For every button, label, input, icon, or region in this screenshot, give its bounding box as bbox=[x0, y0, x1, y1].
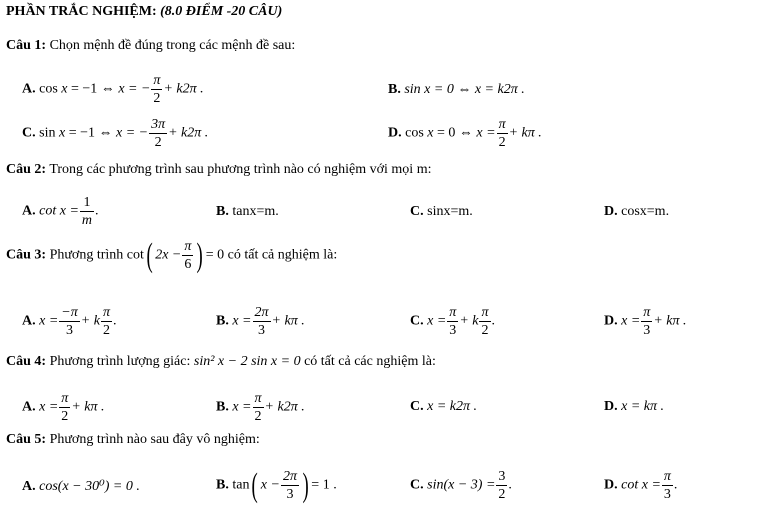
option-tail: + kπ . bbox=[71, 399, 105, 415]
option-key: C. bbox=[410, 313, 424, 329]
fraction bbox=[662, 468, 673, 503]
fraction-num: 1 bbox=[80, 194, 94, 212]
question-label: Câu 3: bbox=[6, 247, 47, 263]
option-tail: . bbox=[112, 313, 117, 329]
fraction-num: π bbox=[184, 239, 192, 254]
fraction bbox=[496, 468, 507, 503]
option-fn: tan bbox=[232, 477, 250, 493]
option-key: B. bbox=[216, 399, 229, 415]
q2-option-c[interactable] bbox=[410, 204, 473, 220]
option-key: B. bbox=[216, 313, 229, 329]
q3-option-b[interactable] bbox=[216, 304, 305, 339]
fraction-num: π bbox=[254, 391, 262, 406]
fraction-num: π bbox=[498, 117, 506, 132]
option-pre: cot x = bbox=[621, 477, 661, 493]
fraction bbox=[149, 116, 167, 151]
fraction-num: 3 bbox=[498, 469, 506, 484]
option-tail: + k2π . bbox=[163, 81, 204, 97]
left-paren: ( bbox=[252, 466, 259, 504]
q1-option-a[interactable] bbox=[22, 72, 204, 107]
option-expr: cosx=m. bbox=[621, 204, 670, 219]
option-pre: sin(x − 3) = bbox=[427, 477, 496, 493]
option-pre: x = bbox=[232, 399, 252, 415]
fraction-num: π bbox=[449, 305, 457, 320]
option-mid: + k bbox=[459, 313, 479, 329]
option-rel: = −1 ⇔ bbox=[68, 125, 113, 141]
option-pre: x = bbox=[39, 399, 59, 415]
question-label: Câu 2: bbox=[6, 162, 47, 177]
right-paren: ) bbox=[196, 236, 204, 274]
q4-option-d[interactable] bbox=[604, 399, 664, 415]
equation-rhs: = 0 bbox=[205, 247, 225, 263]
option-key: D. bbox=[604, 204, 618, 219]
option-fn: cos bbox=[405, 125, 424, 141]
q1-option-c[interactable] bbox=[22, 116, 208, 151]
q4-option-b[interactable] bbox=[216, 390, 305, 425]
question-label: Câu 5: bbox=[6, 432, 47, 447]
fraction bbox=[641, 304, 652, 339]
fraction bbox=[281, 468, 299, 503]
fraction bbox=[253, 304, 271, 339]
fraction-2 bbox=[479, 304, 490, 339]
option-expr: x = kπ . bbox=[621, 399, 665, 414]
option-key: A. bbox=[22, 81, 36, 97]
fraction-den: 3 bbox=[258, 323, 266, 338]
fraction-den: 2 bbox=[154, 135, 162, 150]
fraction-den: 2 bbox=[481, 323, 489, 338]
fraction bbox=[447, 304, 458, 339]
option-key: C. bbox=[410, 204, 424, 219]
question-2 bbox=[6, 162, 431, 178]
option-res: x = − bbox=[118, 81, 151, 97]
fraction-den: 2 bbox=[102, 323, 110, 338]
fraction-num: 2π bbox=[282, 469, 297, 484]
question-text-2: có tất cả các nghiệm là: bbox=[304, 354, 436, 369]
option-key: C. bbox=[22, 125, 36, 141]
fraction-den: 2 bbox=[498, 487, 506, 502]
option-key: D. bbox=[604, 313, 618, 329]
option-res: x = − bbox=[115, 125, 149, 141]
fraction-num: π bbox=[102, 305, 110, 320]
fraction bbox=[59, 390, 70, 425]
q2-option-a[interactable] bbox=[22, 194, 99, 229]
q4-option-a[interactable] bbox=[22, 390, 105, 425]
section-title bbox=[6, 4, 282, 20]
option-var: x bbox=[427, 125, 434, 141]
q1-option-b[interactable] bbox=[388, 82, 525, 98]
fraction-den: 3 bbox=[643, 323, 651, 338]
section-title-text: PHẦN TRẮC NGHIỆM: bbox=[6, 4, 157, 19]
q2-option-b[interactable] bbox=[216, 204, 279, 220]
option-expr: tanx=m. bbox=[232, 204, 279, 219]
fraction bbox=[80, 194, 94, 229]
option-key: A. bbox=[22, 313, 36, 329]
q1-option-d[interactable] bbox=[388, 116, 542, 151]
question-1 bbox=[6, 38, 295, 54]
fraction bbox=[182, 238, 193, 273]
q4-option-c[interactable] bbox=[410, 399, 477, 415]
fraction bbox=[59, 304, 79, 339]
question-4 bbox=[6, 354, 436, 370]
option-tail: + k2π . bbox=[264, 399, 305, 415]
option-key: C. bbox=[410, 477, 424, 493]
equation-inner: 2x − bbox=[155, 247, 182, 263]
question-3 bbox=[6, 238, 337, 273]
option-pre: x = bbox=[427, 313, 447, 329]
option-rhs: = 1 . bbox=[311, 477, 337, 493]
q2-option-d[interactable] bbox=[604, 204, 669, 220]
option-inner: x − bbox=[260, 477, 280, 493]
option-pre: x = bbox=[621, 313, 641, 329]
fraction-num: π bbox=[663, 469, 671, 484]
option-expr: cos(x − 30⁰) = 0 . bbox=[39, 479, 140, 494]
equation-fn: cot bbox=[126, 247, 144, 263]
fraction-den: 2 bbox=[498, 135, 506, 150]
question-text-2: có tất cả nghiệm là: bbox=[227, 247, 338, 263]
question-text: Chọn mệnh đề đúng trong các mệnh đề sau: bbox=[49, 38, 296, 53]
fraction-den: 3 bbox=[663, 487, 671, 502]
option-tail: . bbox=[491, 313, 495, 329]
q5-option-c[interactable] bbox=[410, 468, 512, 503]
option-key: B. bbox=[388, 82, 401, 97]
question-text: Trong các phương trình sau phương trình nào có nghiệm với mọi m: bbox=[49, 162, 432, 177]
q5-option-d[interactable] bbox=[604, 468, 677, 503]
q3-option-c[interactable] bbox=[410, 304, 495, 339]
option-res: x = bbox=[476, 125, 496, 141]
option-tail: + kπ . bbox=[653, 313, 687, 329]
question-5 bbox=[6, 432, 260, 448]
fraction bbox=[151, 72, 162, 107]
question-label: Câu 1: bbox=[6, 38, 47, 53]
fraction-den: 2 bbox=[153, 91, 161, 106]
option-rel: = 0 ⇔ bbox=[437, 125, 473, 141]
fraction-den: 3 bbox=[449, 323, 457, 338]
option-key: B. bbox=[216, 477, 229, 493]
fraction-den: 2 bbox=[254, 409, 262, 424]
option-rel: = −1 ⇔ bbox=[71, 81, 115, 97]
fraction-num: −π bbox=[61, 305, 78, 320]
q5-option-a[interactable] bbox=[22, 478, 140, 495]
option-tail: + k2π . bbox=[168, 125, 209, 141]
option-var: x bbox=[61, 81, 68, 97]
option-expr: sin x = 0 ⇔ x = k2π . bbox=[404, 82, 525, 97]
q3-option-d[interactable] bbox=[604, 304, 687, 339]
question-text: Phương trình nào sau đây vô nghiệm: bbox=[49, 432, 260, 447]
fraction bbox=[253, 390, 264, 425]
fraction-num: π bbox=[481, 305, 489, 320]
option-key: A. bbox=[22, 479, 36, 494]
question-text: Phương trình lượng giác: bbox=[49, 354, 191, 369]
q3-option-a[interactable] bbox=[22, 304, 116, 339]
fraction-num: π bbox=[153, 73, 161, 88]
fraction-num: π bbox=[643, 305, 651, 320]
option-tail: . bbox=[95, 203, 99, 219]
fraction-num: 3π bbox=[151, 117, 166, 132]
fraction bbox=[497, 116, 508, 151]
section-subtitle: (8.0 ĐIỂM -20 CÂU) bbox=[160, 4, 283, 19]
option-fn: cos bbox=[39, 81, 58, 97]
option-key: A. bbox=[22, 203, 36, 219]
option-fn: sin bbox=[39, 125, 56, 141]
option-expr: sinx=m. bbox=[427, 204, 473, 219]
right-paren: ) bbox=[302, 466, 309, 504]
option-tail: . bbox=[673, 477, 678, 493]
fraction-den: 2 bbox=[61, 409, 69, 424]
option-mid: + k bbox=[80, 313, 100, 329]
fraction-den: 6 bbox=[184, 257, 192, 272]
fraction-num: π bbox=[61, 391, 69, 406]
option-key: C. bbox=[410, 399, 424, 414]
question-label: Câu 4: bbox=[6, 354, 47, 369]
fraction-den: 3 bbox=[66, 323, 74, 338]
option-pre: x = bbox=[232, 313, 252, 329]
fraction-den: m bbox=[81, 213, 93, 228]
option-key: D. bbox=[604, 477, 618, 493]
option-tail: + kπ . bbox=[271, 313, 305, 329]
option-pre: cot x = bbox=[39, 203, 79, 219]
equation: sin² x − 2 sin x = 0 bbox=[193, 354, 301, 369]
fraction-2 bbox=[101, 304, 112, 339]
fraction-num: 2π bbox=[254, 305, 269, 320]
option-key: B. bbox=[216, 204, 229, 219]
q5-option-b[interactable] bbox=[216, 468, 337, 503]
left-paren: ( bbox=[146, 236, 153, 274]
option-key: D. bbox=[388, 125, 402, 141]
option-tail: + kπ . bbox=[508, 125, 542, 141]
fraction-den: 3 bbox=[286, 487, 294, 502]
option-expr: x = k2π . bbox=[427, 399, 478, 414]
option-tail: . bbox=[508, 477, 512, 493]
question-text: Phương trình bbox=[49, 247, 124, 263]
option-pre: x = bbox=[39, 313, 59, 329]
option-var: x bbox=[58, 125, 66, 141]
option-key: A. bbox=[22, 399, 36, 415]
option-key: D. bbox=[604, 399, 618, 414]
